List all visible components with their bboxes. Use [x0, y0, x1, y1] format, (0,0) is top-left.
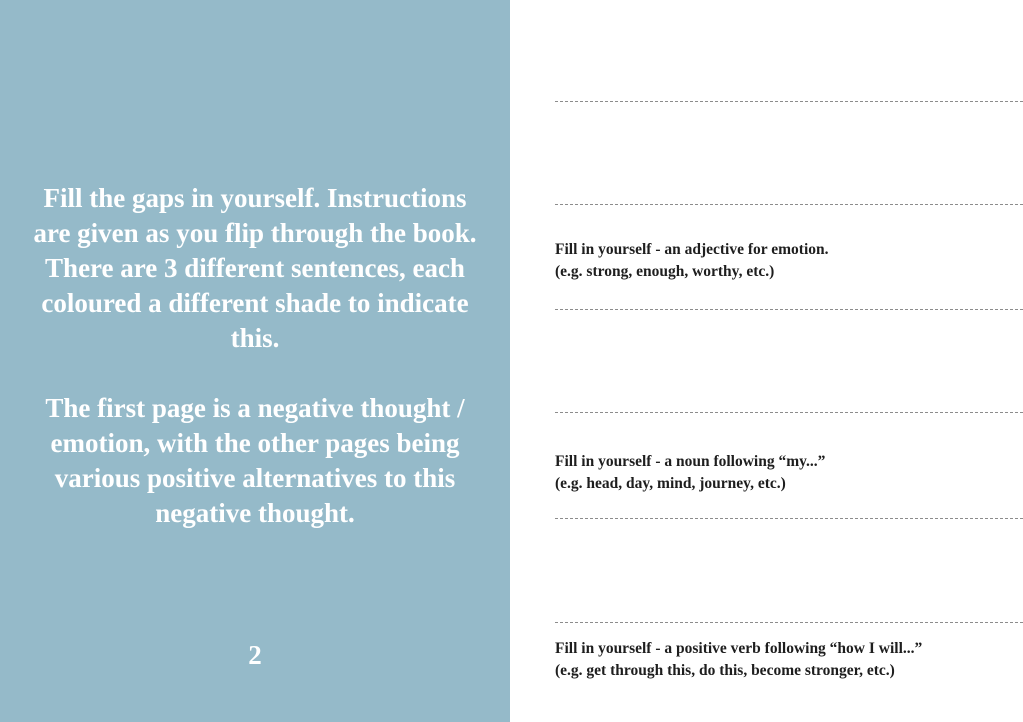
blank-line-6 [555, 622, 1023, 623]
right-page [510, 0, 1023, 722]
hint-verb-instruction: Fill in yourself - a positive verb following “how I will...” [555, 640, 923, 657]
instructions-paragraph-1: Fill the gaps in yourself. Instructions are given as you flip through the book. There are 3 different sentences, each coloured a different shade to indicate this. [33, 183, 477, 353]
blank-line-5 [555, 518, 1023, 519]
page-number: 2 [248, 640, 262, 670]
left-page [0, 0, 510, 722]
hint-noun-instruction: Fill in yourself - a noun following “my...” [555, 453, 826, 470]
hint-noun-examples: (e.g. head, day, mind, journey, etc.) [555, 475, 786, 492]
instructions-text [30, 181, 480, 531]
hint-noun [555, 451, 1015, 495]
blank-line-1 [555, 101, 1023, 102]
blank-line-3 [555, 309, 1023, 310]
hint-adjective-examples: (e.g. strong, enough, worthy, etc.) [555, 263, 775, 280]
blank-line-2 [555, 204, 1023, 205]
hint-verb [555, 638, 1015, 682]
hint-adjective [555, 239, 1015, 283]
hint-adjective-instruction: Fill in yourself - an adjective for emotion. [555, 241, 829, 258]
instructions-paragraph-2: The first page is a negative thought / emotion, with the other pages being various positive alternatives to this negative thought. [45, 393, 465, 528]
hint-verb-examples: (e.g. get through this, do this, become stronger, etc.) [555, 662, 895, 679]
blank-line-4 [555, 412, 1023, 413]
